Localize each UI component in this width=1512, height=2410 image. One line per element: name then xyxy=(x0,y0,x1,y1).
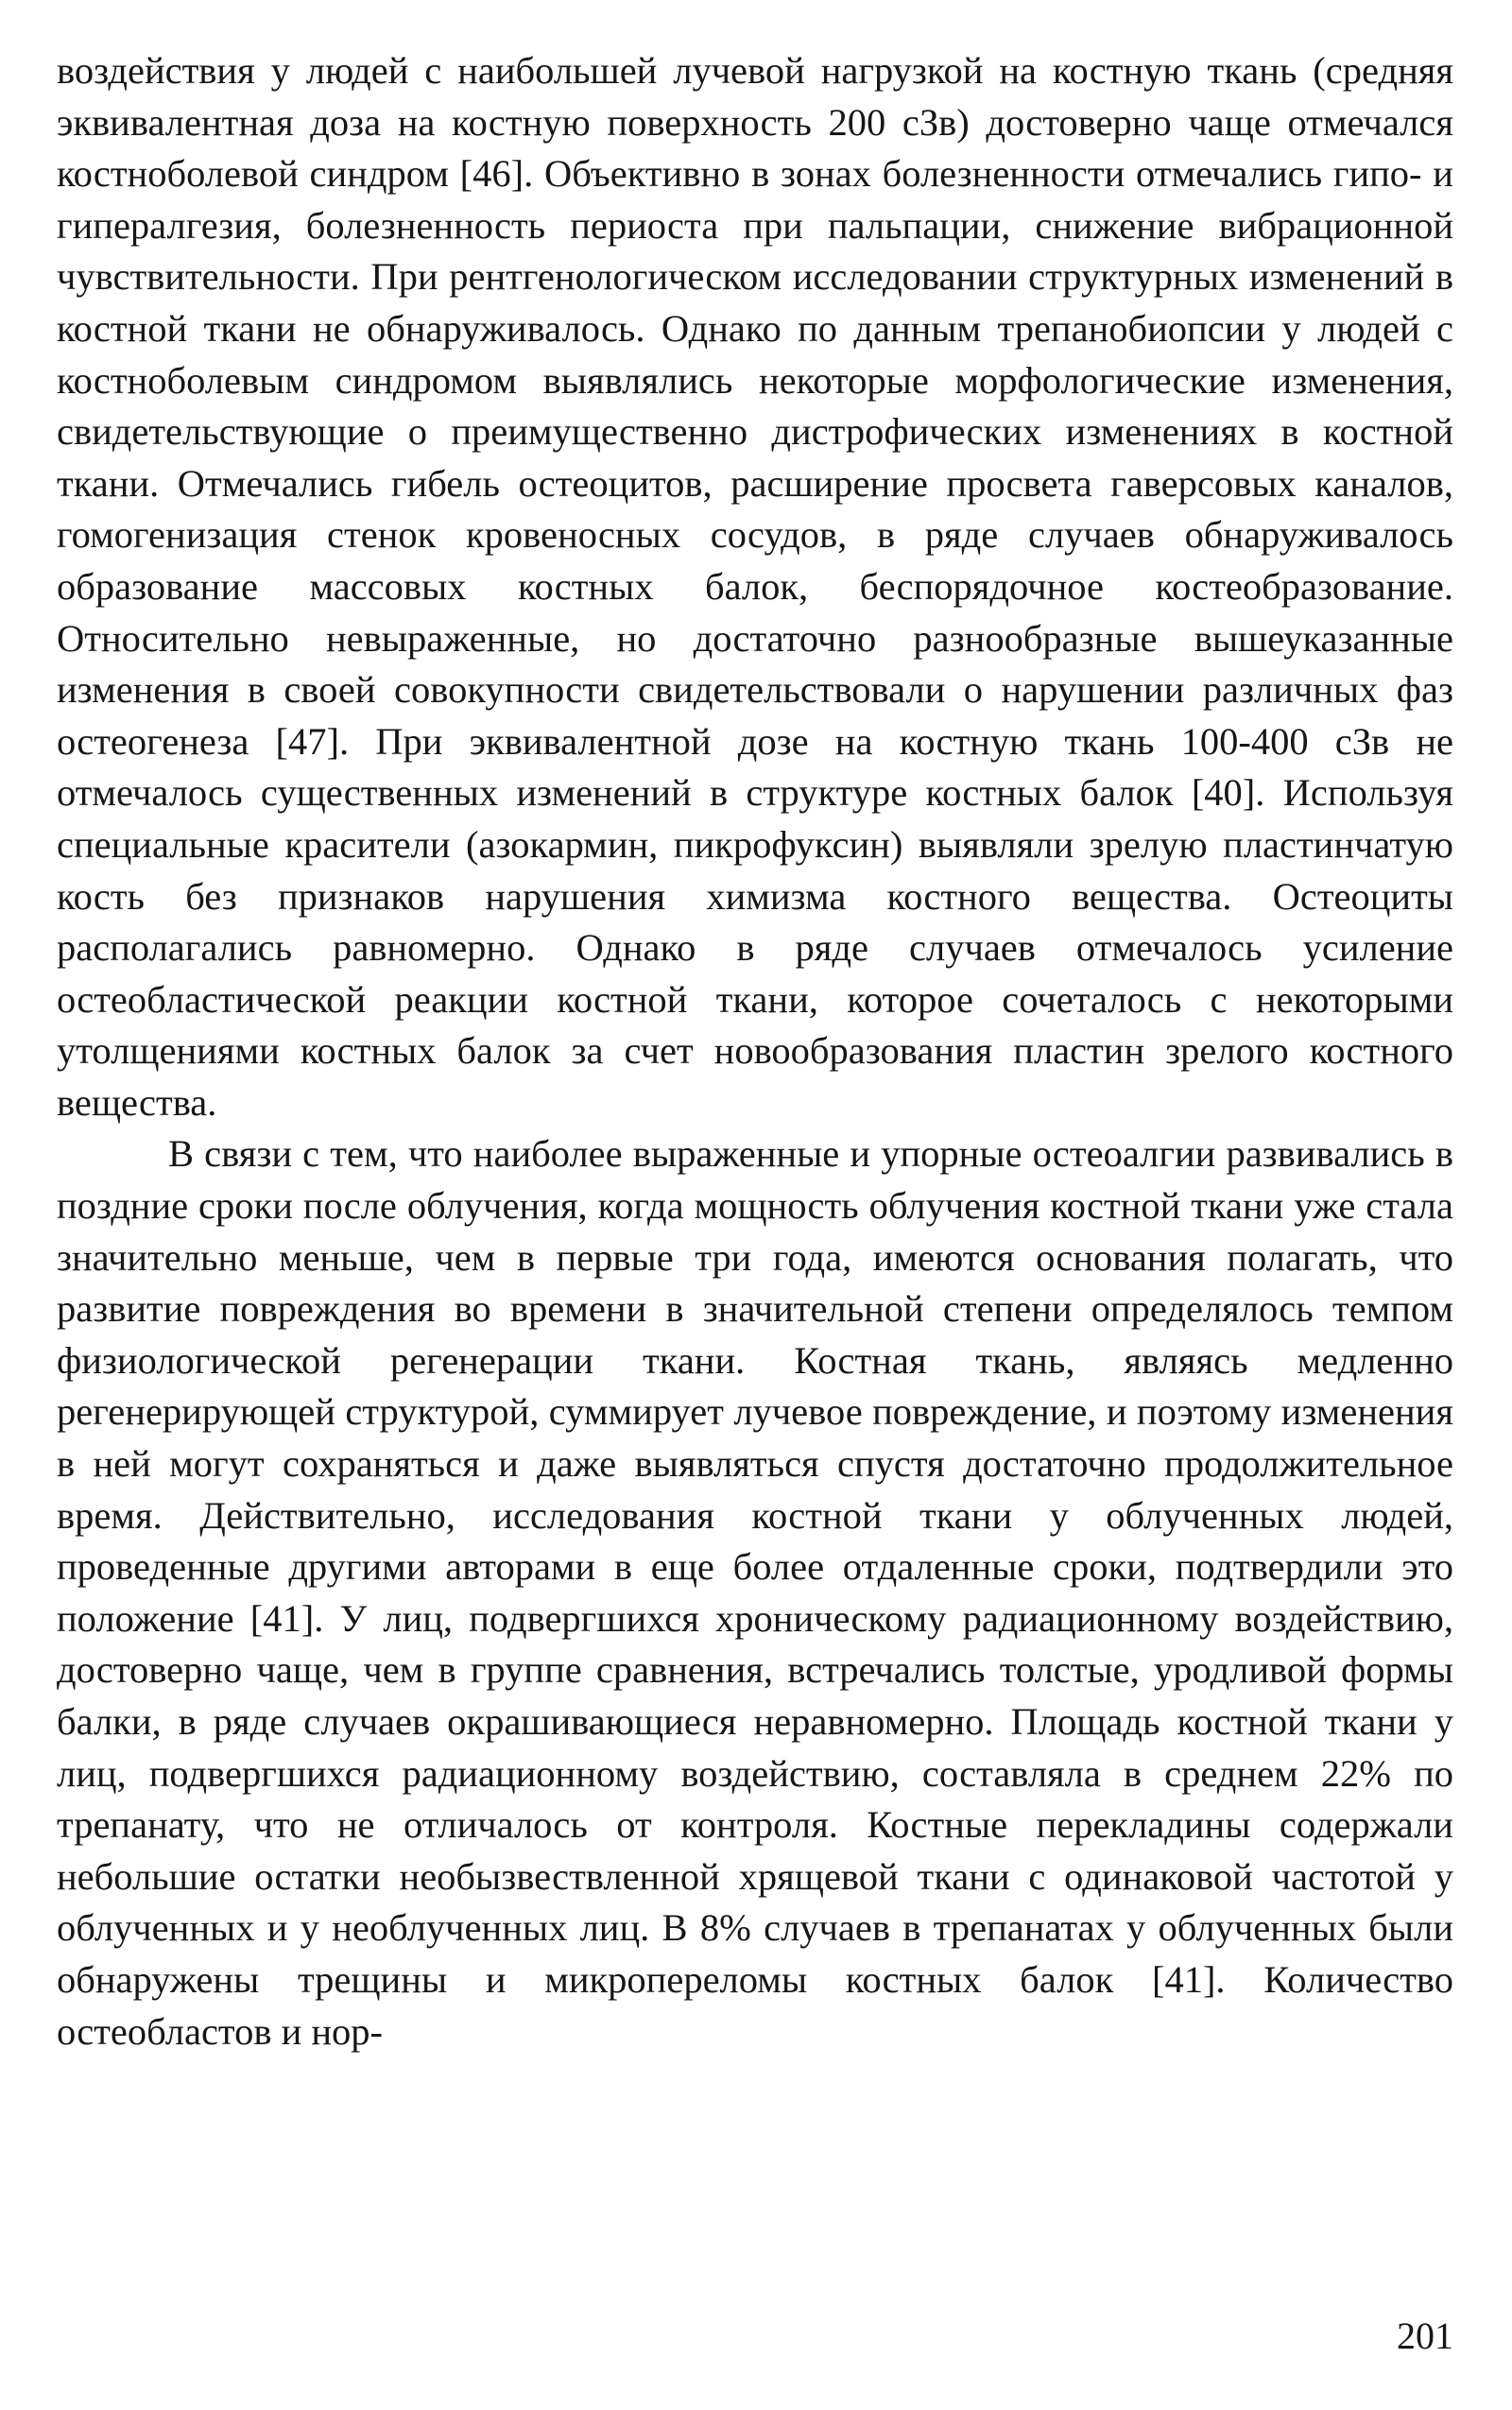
paragraph-2: В связи с тем, что наиболее выраженные и упорные остеоалгии развивались в поздние сроки после облучения, когда мощность облучения костной ткани уже стала значительно меньше, чем в первые три года, имеются основания полагать, что развитие повреждения во времени в значительной степени определялось темпом физиологической регенерации ткани. Костная ткань, являясь медленно регенерирующей структурой, суммирует лучевое повреждение, и поэтому изменения в ней могут сохраняться и даже выявляться спустя достаточно продолжительное время. Действительно, исследования костной ткани у облученных людей, проведенные другими авторами в еще более отдаленные сроки, подтвердили это положение [41]. У лиц, подвергшихся хроническому радиационному воздействию, достоверно чаще, чем в группе сравнения, встречались толстые, уродливой формы балки, в ряде случаев окрашивающиеся неравномерно. Площадь костной ткани у лиц, подвергшихся радиационному воздействию, составляла в среднем 22% по трепанату, что не отличалось от контроля. Костные перекладины содержали небольшие остатки необызвествленной хрящевой ткани с одинаковой частотой у облученных и у необлученных лиц. В 8% случаев в трепанатах у облученных были обнаружены трещины и микропереломы костных балок [41]. Количество остеобластов и нор- xyxy=(57,1132,1453,2053)
body-text xyxy=(57,45,1453,2057)
page-number: 201 xyxy=(1397,2315,1453,2357)
paragraph-1: воздействия у людей с наибольшей лучевой нагрузкой на костную ткань (средняя эквивалентная доза на костную поверхность 200 сЗв) достоверно чаще отмечался костноболевой синдром [46]. Объективно в зонах болезненности отмечались гипо- и гипералгезия, болезненность периоста при пальпации, снижение вибрационной чувствительности. При рентгенологическом исследовании структурных изменений в костной ткани не обнаруживалось. Однако по данным трепанобиопсии у людей с костноболевым синдромом выявлялись некоторые морфологические изменения, свидетельствующие о преимущественно дистрофических изменениях в костной ткани. Отмечались гибель остеоцитов, расширение просвета гаверсовых каналов, гомогенизация стенок кровеносных сосудов, в ряде случаев обнаруживалось образование массовых костных балок, беспорядочное костеобразование. Относительно невыраженные, но достаточно разнообразные вышеуказанные изменения в своей совокупности свидетельствовали о нарушении различных фаз остеогенеза [47]. При эквивалентной дозе на костную ткань 100-400 сЗв не отмечалось существенных изменений в структуре костных балок [40]. Используя специальные красители (азокармин, пикрофуксин) выявляли зрелую пластинчатую кость без признаков нарушения химизма костного вещества. Остеоциты располагались равномерно. Однако в ряде случаев отмечалось усиление остеобластической реакции костной ткани, которое сочеталось с некоторыми утолщениями костных балок за счет новообразования пластин зрелого костного вещества. xyxy=(57,49,1453,1124)
